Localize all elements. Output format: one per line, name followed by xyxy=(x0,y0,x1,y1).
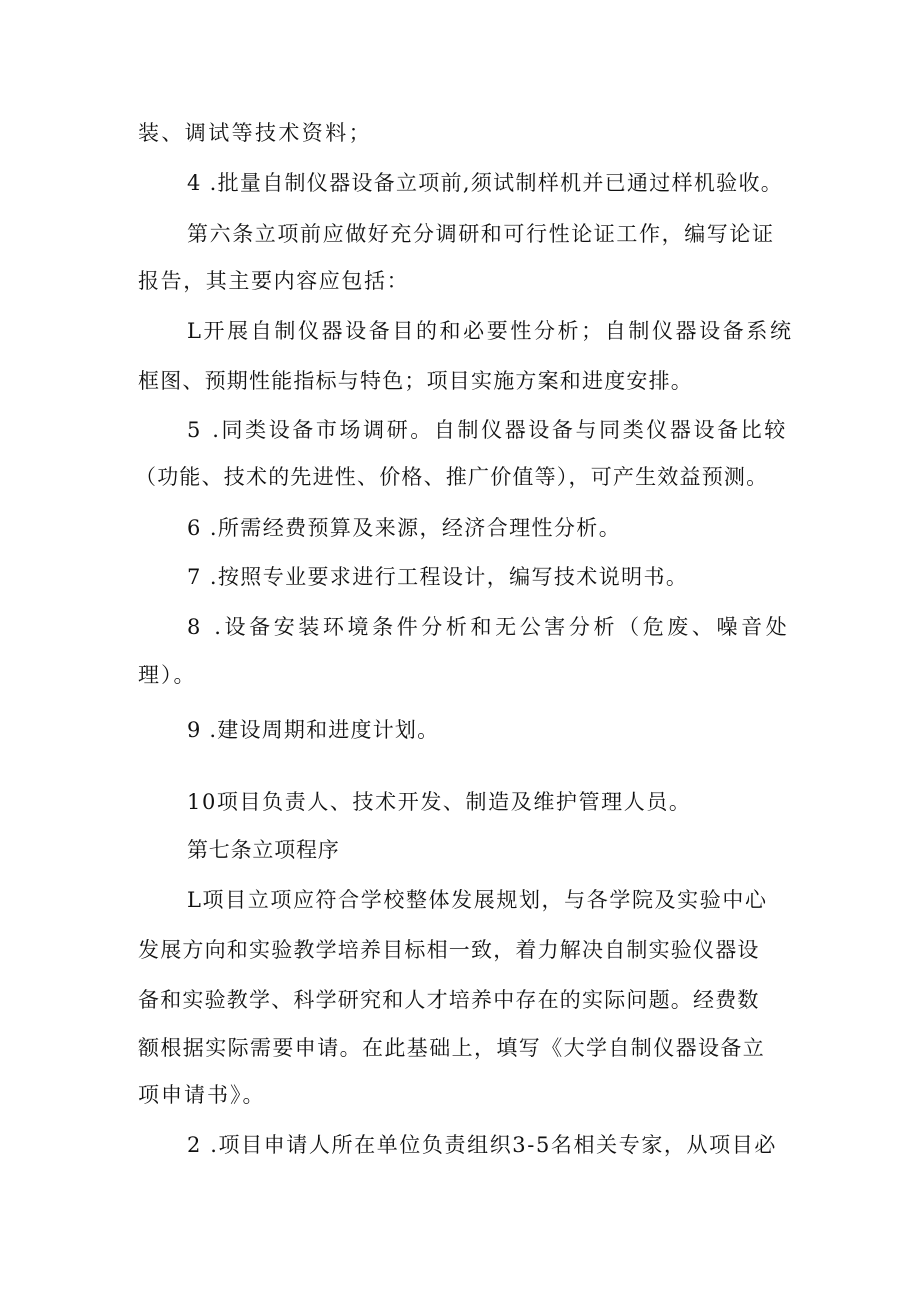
text-line: 4 .批量自制仪器设备立项前,须试制样机并已通过样机验收。 xyxy=(187,171,784,195)
text-line: （功能、技术的先进性、价格、推广价值等），可产生效益预测。 xyxy=(135,465,769,489)
text-line: L项目立项应符合学校整体发展规划，与各学院及实验中心 xyxy=(187,888,768,912)
text-line: 报告，其主要内容应包括： xyxy=(138,269,410,293)
text-line: 6 .所需经费预算及来源，经济合理性分析。 xyxy=(187,516,622,540)
article-heading-7: 第七条立项程序 xyxy=(187,838,340,862)
text-line: 5 .同类设备市场调研。自制仪器设备与同类仪器设备比较 xyxy=(187,418,788,442)
text-line: 装、调试等技术资料； xyxy=(138,121,372,145)
text-line: L开展自制仪器设备目的和必要性分析；自制仪器设备系统 xyxy=(187,319,794,343)
text-line: 9 .建设周期和进度计划。 xyxy=(187,718,440,742)
text-line: 发展方向和实验教学培养目标相一致，着力解决自制实验仪器设 xyxy=(138,938,760,962)
text-line: 2 .项目申请人所在单位负责组织3-5名相关专家，从项目必 xyxy=(187,1133,777,1157)
text-line: 7 .按照专业要求进行工程设计，编写技术说明书。 xyxy=(187,565,689,589)
text-line: 8 .设备安装环境条件分析和无公害分析（危废、噪音处 xyxy=(187,615,791,639)
text-line: 10项目负责人、技术开发、制造及维护管理人员。 xyxy=(187,790,692,814)
text-line: 备和实验教学、科学研究和人才培养中存在的实际问题。经费数 xyxy=(138,988,760,1012)
text-line: 项申请书》。 xyxy=(138,1083,266,1107)
text-line: 额根据实际需要申请。在此基础上，填写《大学自制仪器设备立 xyxy=(138,1036,766,1060)
article-heading-6: 第六条立项前应做好充分调研和可行性论证工作，编写论证 xyxy=(187,222,775,246)
text-line: 理）。 xyxy=(138,663,197,687)
text-line: 框图、预期性能指标与特色；项目实施方案和进度安排。 xyxy=(138,369,693,393)
